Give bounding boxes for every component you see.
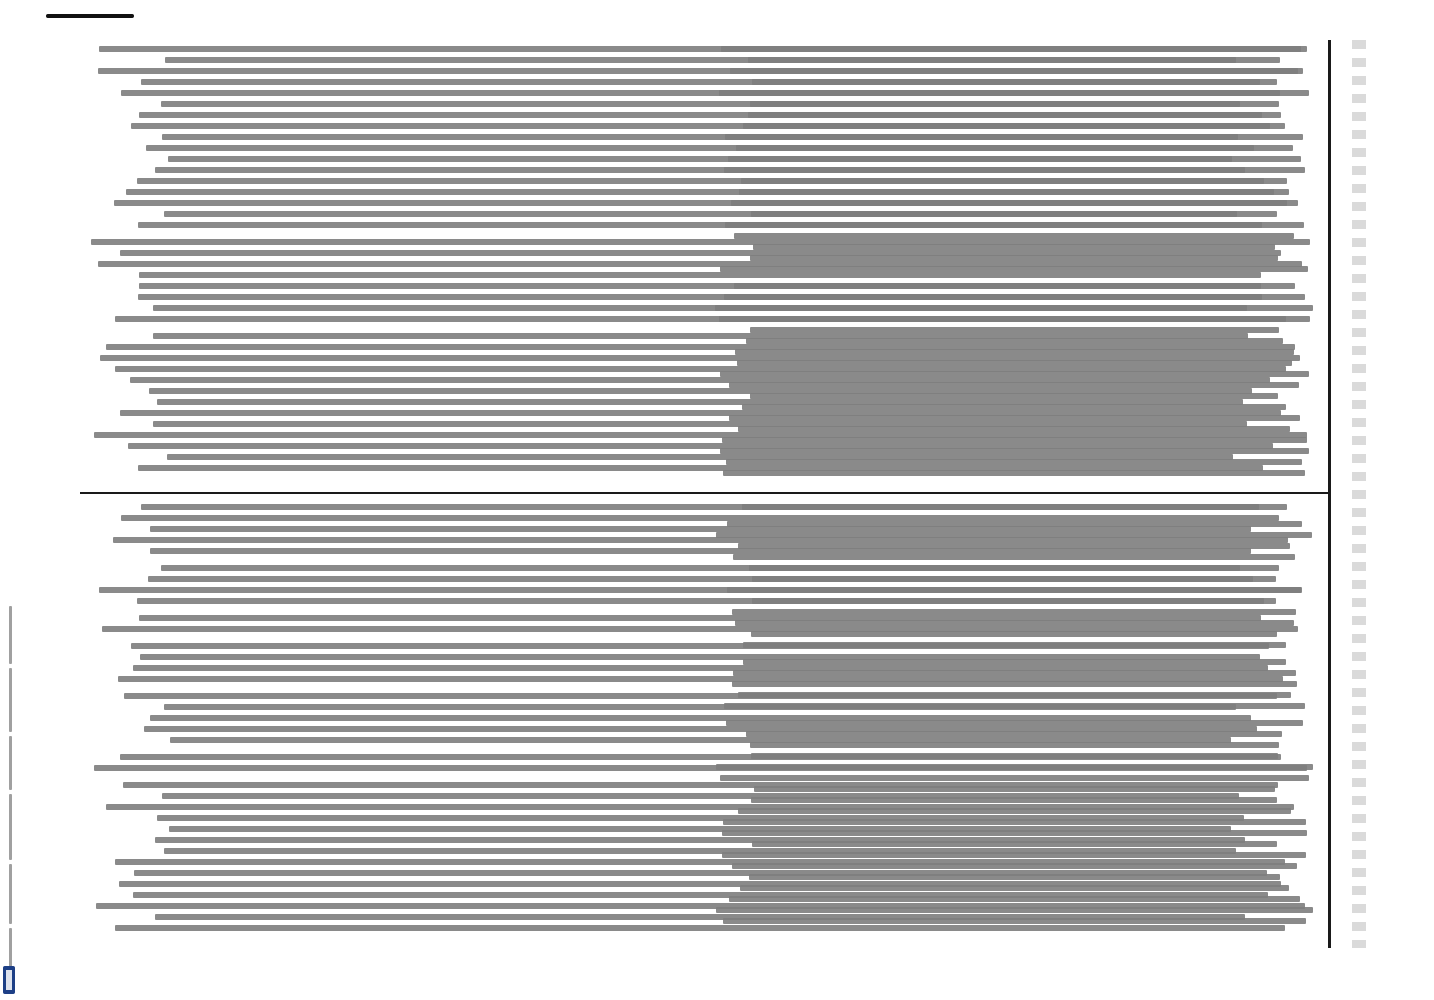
text-line bbox=[730, 68, 1298, 74]
text-line bbox=[754, 786, 1275, 792]
text-line bbox=[732, 681, 1297, 687]
text-line bbox=[728, 156, 1301, 162]
text-line bbox=[749, 874, 1280, 880]
text-line bbox=[715, 305, 1313, 311]
text-line bbox=[723, 470, 1305, 476]
text-line bbox=[734, 283, 1295, 289]
text-line bbox=[743, 659, 1286, 665]
margin-mark-d bbox=[690, 956, 706, 972]
text-line bbox=[750, 327, 1279, 333]
text-line bbox=[726, 720, 1303, 726]
text-line bbox=[726, 459, 1302, 465]
text-line bbox=[720, 266, 1308, 272]
text-line bbox=[751, 753, 1278, 759]
text-line bbox=[731, 200, 1298, 206]
column-rule bbox=[80, 492, 1330, 494]
text-line bbox=[750, 255, 1278, 261]
text-line bbox=[721, 46, 1307, 52]
page-rule bbox=[1328, 40, 1331, 948]
text-line bbox=[735, 620, 1294, 626]
header-line bbox=[1352, 40, 1366, 948]
text-line bbox=[743, 123, 1285, 129]
text-line bbox=[716, 532, 1312, 538]
text-line bbox=[723, 918, 1306, 924]
text-line bbox=[727, 587, 1301, 593]
text-line bbox=[725, 134, 1303, 140]
text-line bbox=[719, 316, 1310, 322]
text-line bbox=[746, 338, 1283, 344]
text-line bbox=[742, 504, 1287, 510]
text-line bbox=[738, 426, 1290, 432]
text-line bbox=[716, 907, 1313, 913]
decorative-black-bar bbox=[46, 14, 134, 18]
text-line bbox=[752, 79, 1277, 85]
text-line bbox=[722, 852, 1306, 858]
text-line bbox=[722, 830, 1307, 836]
text-line bbox=[729, 415, 1300, 421]
dfg-logo-icon bbox=[3, 966, 15, 994]
text-line bbox=[725, 222, 1304, 228]
text-line bbox=[737, 360, 1292, 366]
text-line bbox=[748, 112, 1281, 118]
text-line bbox=[743, 642, 1286, 648]
lower-right-column bbox=[712, 500, 1316, 938]
text-line bbox=[750, 742, 1279, 748]
text-line bbox=[750, 101, 1279, 107]
side-caption bbox=[4, 606, 16, 992]
text-line bbox=[748, 57, 1280, 63]
text-line bbox=[716, 764, 1313, 770]
text-line bbox=[739, 189, 1289, 195]
text-line bbox=[724, 294, 1305, 300]
margin-mark-c bbox=[1306, 956, 1322, 972]
text-line bbox=[751, 211, 1277, 217]
text-line bbox=[746, 731, 1282, 737]
text-line bbox=[750, 393, 1278, 399]
text-line bbox=[729, 896, 1300, 902]
text-line bbox=[753, 244, 1275, 250]
text-line bbox=[719, 90, 1309, 96]
text-line bbox=[738, 808, 1291, 814]
upper-right-column bbox=[712, 42, 1316, 482]
rotated-header bbox=[1334, 40, 1386, 948]
text-line bbox=[740, 885, 1289, 891]
text-line bbox=[738, 692, 1291, 698]
text-line bbox=[722, 437, 1307, 443]
text-line bbox=[734, 233, 1294, 239]
text-line bbox=[751, 797, 1277, 803]
text-line bbox=[720, 371, 1309, 377]
text-line bbox=[732, 609, 1296, 615]
text-line bbox=[749, 565, 1279, 571]
text-line bbox=[742, 404, 1286, 410]
text-line bbox=[727, 521, 1302, 527]
text-line bbox=[736, 145, 1293, 151]
text-line bbox=[733, 670, 1296, 676]
text-line bbox=[724, 167, 1305, 173]
text-line bbox=[720, 775, 1309, 781]
text-line bbox=[724, 703, 1305, 709]
text-line bbox=[752, 841, 1277, 847]
text-line bbox=[752, 576, 1276, 582]
text-line bbox=[741, 178, 1287, 184]
text-line bbox=[729, 382, 1299, 388]
text-line bbox=[733, 554, 1295, 560]
text-line bbox=[720, 448, 1309, 454]
text-line bbox=[732, 863, 1297, 869]
text-line bbox=[738, 543, 1290, 549]
text-line bbox=[751, 631, 1277, 637]
text-line bbox=[723, 819, 1306, 825]
text-line bbox=[735, 349, 1294, 355]
text-line bbox=[752, 598, 1276, 604]
